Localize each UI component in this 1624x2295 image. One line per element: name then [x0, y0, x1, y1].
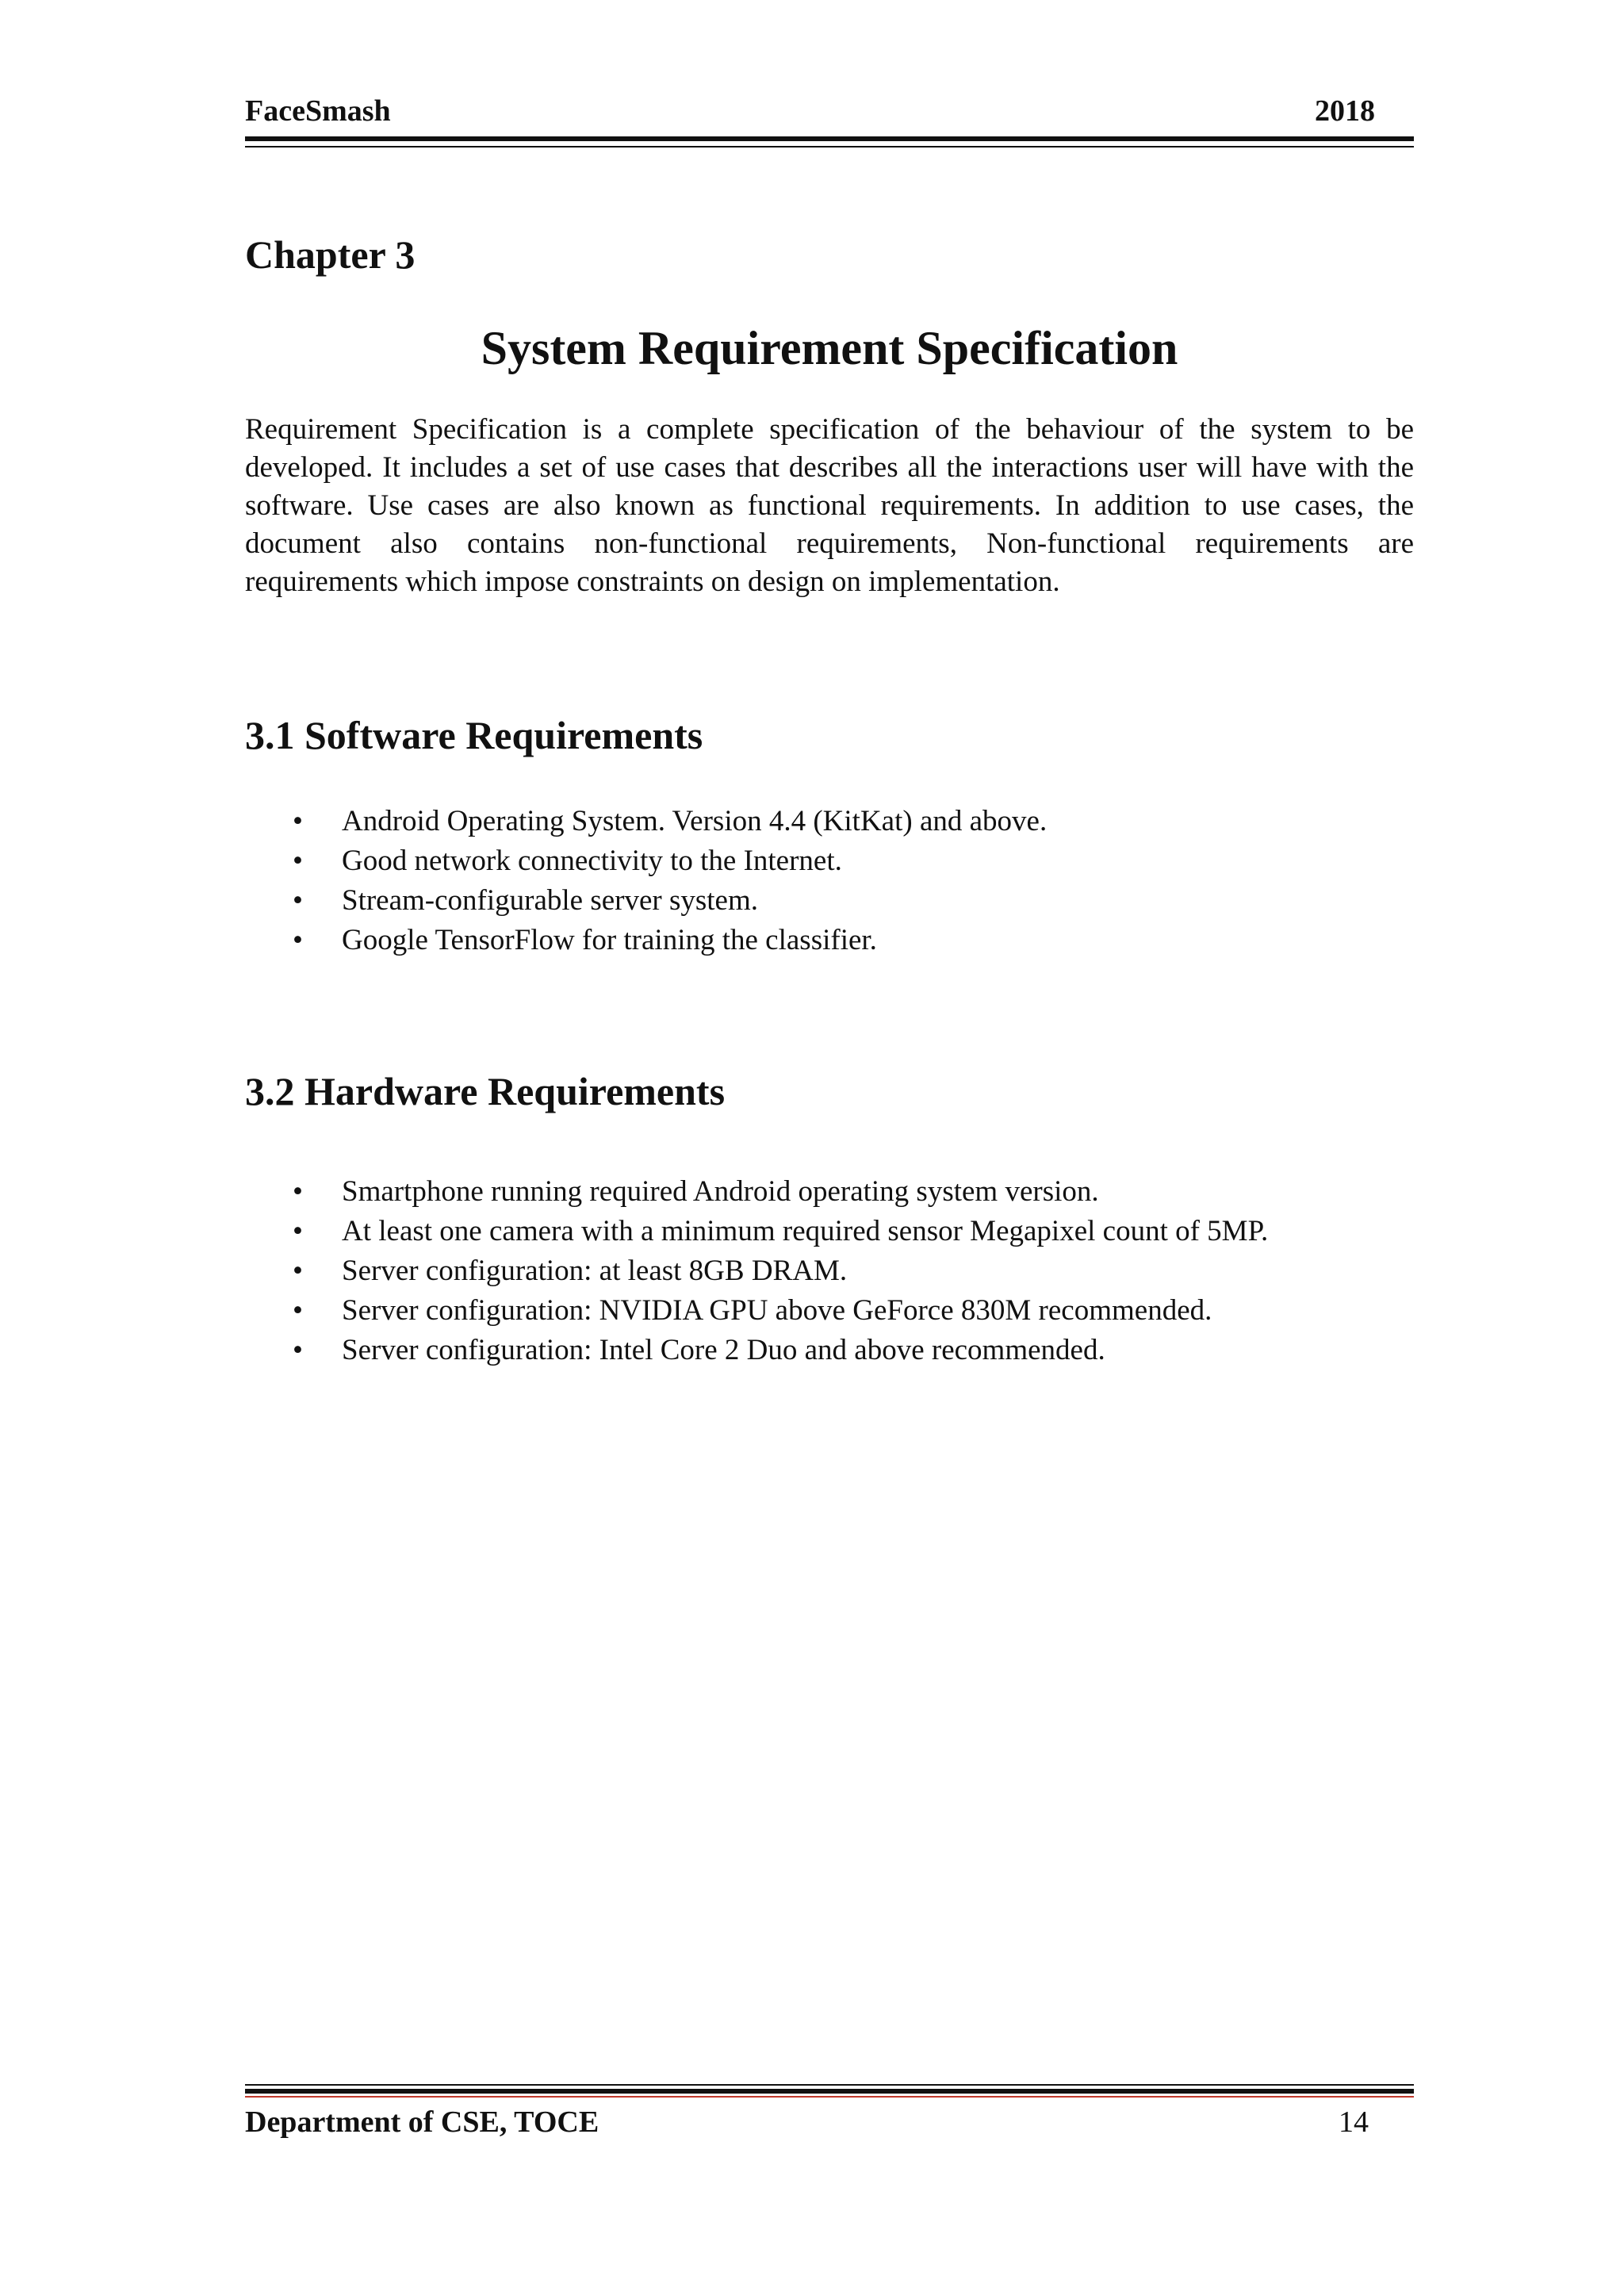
chapter-title: System Requirement Specification: [481, 322, 1178, 374]
bullet-icon: •: [293, 1294, 303, 1327]
bullet-icon: •: [293, 845, 303, 877]
list-item: • Good network connectivity to the Internet.: [245, 841, 1047, 881]
bullet-icon: •: [293, 884, 303, 917]
software-requirements-list: [245, 802, 1047, 960]
list-item: • At least one camera with a minimum required sensor Megapixel count of 5MP.: [245, 1212, 1268, 1251]
footer-department: Department of CSE, TOCE: [245, 2105, 599, 2139]
hardware-requirements-heading: 3.2 Hardware Requirements: [245, 1069, 726, 1113]
list-item: • Android Operating System. Version 4.4 (KitKat) and above.: [245, 802, 1047, 841]
running-header-year: 2018: [1315, 94, 1375, 128]
intro-paragraph: Requirement Specification is a complete specification of the behaviour of the system to be developed. It includes a set of use cases that describes all the interactions user will have with the software. Use cases are also known as functional requirements. In addition to use cases, the document also contains non-functional requirements, Non-functional requirements are requirements which impose constraints on design on implementation.: [245, 413, 1414, 598]
list-item: • Stream-configurable server system.: [245, 881, 1047, 921]
footer-rule-accent: [245, 2096, 1414, 2098]
list-item: • Smartphone running required Android operating system version.: [245, 1172, 1268, 1212]
hardware-requirements-list: [245, 1172, 1268, 1370]
bullet-icon: •: [293, 1255, 303, 1287]
list-item: • Server configuration: Intel Core 2 Duo and above recommended.: [245, 1331, 1268, 1370]
footer-rule-thick: [245, 2089, 1414, 2094]
header-rule-thin: [245, 146, 1414, 148]
list-item: • Server configuration: NVIDIA GPU above GeForce 830M recommended.: [245, 1291, 1268, 1331]
bullet-icon: •: [293, 1334, 303, 1366]
page-number: 14: [1339, 2105, 1369, 2139]
bullet-icon: •: [293, 805, 303, 837]
list-item: • Server configuration: at least 8GB DRAM.: [245, 1251, 1268, 1291]
header-rule-thick: [245, 136, 1414, 141]
bullet-icon: •: [293, 1175, 303, 1208]
chapter-label: Chapter 3: [245, 232, 416, 277]
bullet-icon: •: [293, 1215, 303, 1247]
software-requirements-heading: 3.1 Software Requirements: [245, 713, 703, 757]
bullet-icon: •: [293, 924, 303, 956]
list-item: • Google TensorFlow for training the classifier.: [245, 921, 1047, 960]
running-header-title: FaceSmash: [245, 94, 391, 128]
footer-rule-thin: [245, 2084, 1414, 2086]
